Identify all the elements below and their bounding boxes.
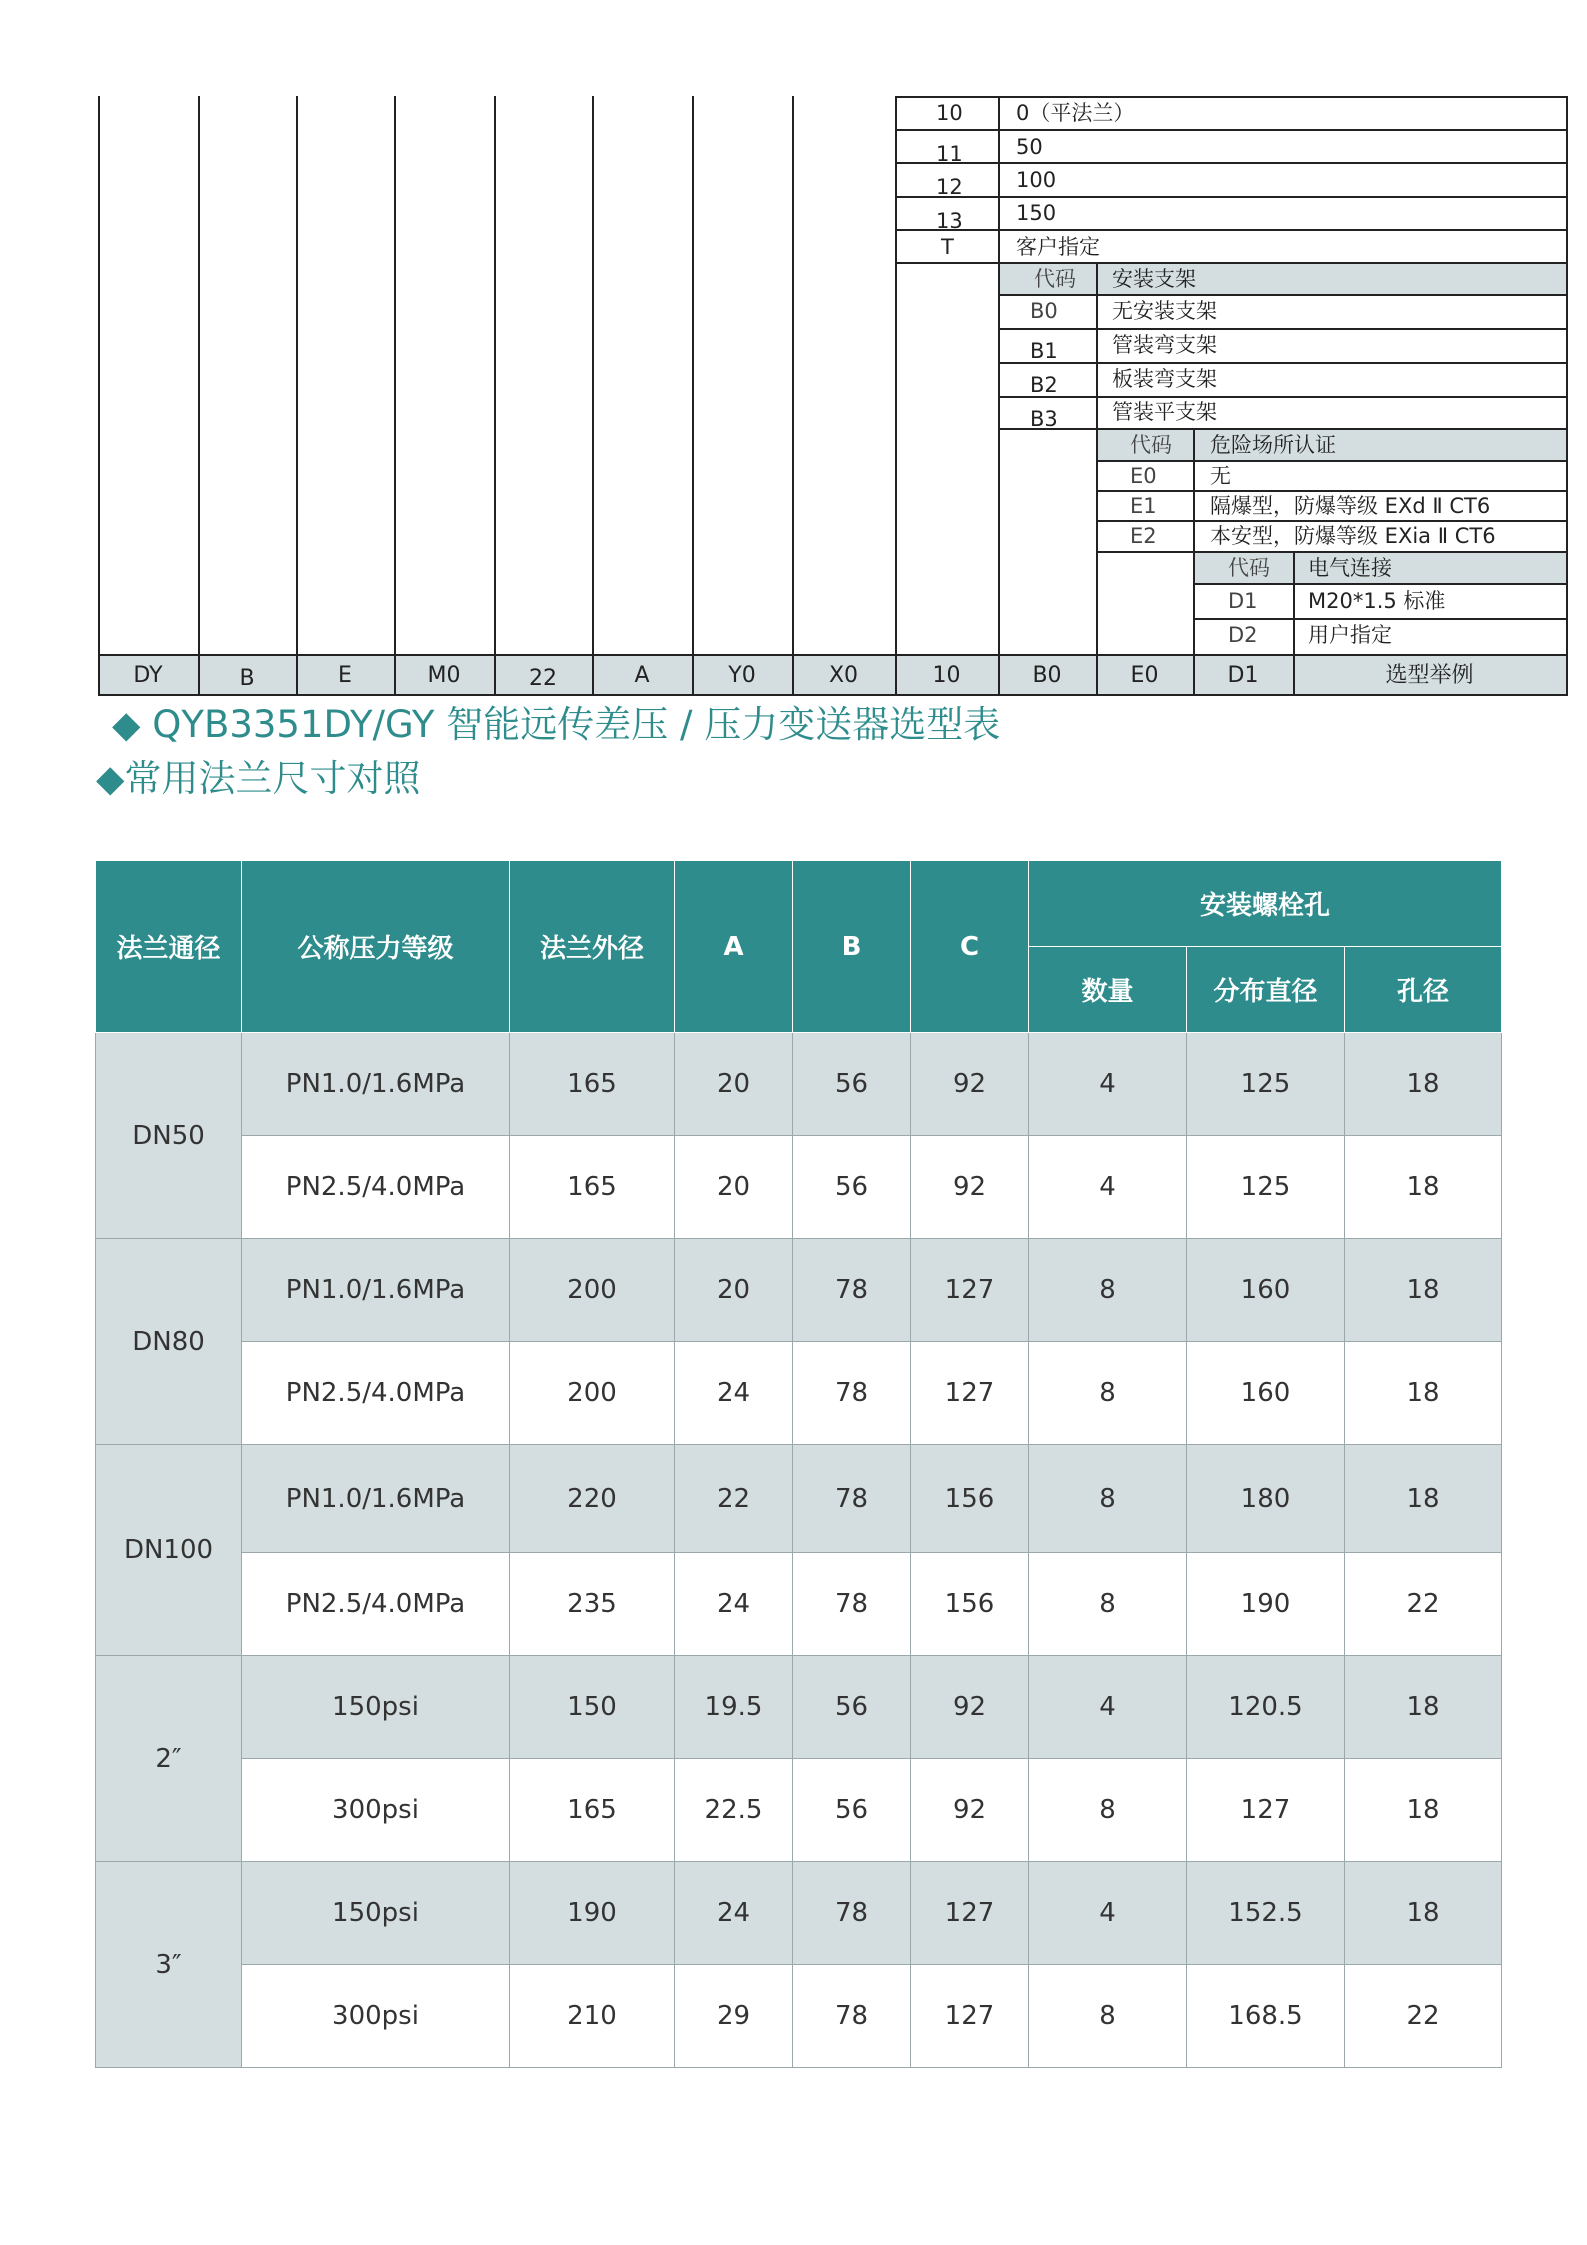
example-code: Y0 [728,663,756,688]
flange-code-label: 客户指定 [1016,235,1100,259]
cell-a: 22 [675,1445,793,1553]
example-code: A [634,663,650,688]
cell-quantity: 4 [1029,1136,1187,1239]
cell-pitch-diameter: 168.5 [1187,1965,1345,2068]
bracket-header-code: 代码 [1034,267,1076,291]
cell-pitch-diameter: 125 [1187,1033,1345,1136]
bracket-code: B3 [1030,407,1058,431]
cell-c: 92 [911,1033,1029,1136]
bracket-header-band [998,264,1568,294]
cell-a: 22.5 [675,1759,793,1862]
cell-pressure-rating: PN1.0/1.6MPa [242,1239,510,1342]
cell-c: 92 [911,1136,1029,1239]
cell-pressure-rating: 150psi [242,1656,510,1759]
cell-quantity: 4 [1029,1656,1187,1759]
bracket-code: B1 [1030,339,1058,363]
flange-code: 13 [936,209,963,233]
cell-a: 20 [675,1239,793,1342]
electrical-code: D1 [1228,589,1258,613]
bracket-label: 无安装支架 [1112,299,1217,323]
hazard-code: E1 [1130,494,1157,518]
cell-pressure-rating: PN1.0/1.6MPa [242,1445,510,1553]
cell-pitch-diameter: 120.5 [1187,1656,1345,1759]
cell-pitch-diameter: 160 [1187,1239,1345,1342]
cell-dn: DN50 [96,1033,242,1239]
table-row [96,1862,1502,1965]
cell-quantity: 8 [1029,1965,1187,2068]
cell-outer-diameter: 150 [510,1656,675,1759]
cell-a: 29 [675,1965,793,2068]
flange-table-title: ◆常用法兰尺寸对照 [96,757,421,800]
hazard-label: 无 [1210,464,1231,488]
cell-a: 20 [675,1136,793,1239]
cell-hole-diameter: 22 [1345,1965,1502,2068]
cell-c: 127 [911,1862,1029,1965]
cell-hole-diameter: 18 [1345,1136,1502,1239]
cell-pitch-diameter: 125 [1187,1136,1345,1239]
hazard-header-label: 危险场所认证 [1210,433,1336,457]
hazard-code: E2 [1130,524,1157,548]
table-row [96,1033,1502,1136]
header-outer-diameter: 法兰外径 [510,861,675,1033]
cell-pressure-rating: 300psi [242,1759,510,1862]
cell-quantity: 8 [1029,1759,1187,1862]
flange-dimension-table [95,860,1502,2068]
cell-b: 78 [793,1342,911,1445]
cell-outer-diameter: 220 [510,1445,675,1553]
cell-hole-diameter: 18 [1345,1033,1502,1136]
cell-hole-diameter: 22 [1345,1553,1502,1656]
cell-outer-diameter: 200 [510,1239,675,1342]
cell-dn: DN100 [96,1445,242,1656]
hazard-label: 本安型，防爆等级 EXia Ⅱ CT6 [1210,524,1496,548]
cell-outer-diameter: 210 [510,1965,675,2068]
cell-quantity: 4 [1029,1862,1187,1965]
cell-a: 24 [675,1553,793,1656]
table-row [96,1136,1502,1239]
cell-a: 19.5 [675,1656,793,1759]
cell-quantity: 4 [1029,1033,1187,1136]
selection-table-title: ◆ QYB3351DY/GY 智能远传差压 / 压力变送器选型表 [112,703,1001,746]
cell-pitch-diameter: 190 [1187,1553,1345,1656]
cell-a: 24 [675,1342,793,1445]
cell-dn: 3″ [96,1862,242,2068]
cell-pressure-rating: PN2.5/4.0MPa [242,1136,510,1239]
cell-pressure-rating: PN2.5/4.0MPa [242,1342,510,1445]
electrical-header-code: 代码 [1228,556,1270,580]
cell-c: 92 [911,1656,1029,1759]
hazard-label: 隔爆型，防爆等级 EXd Ⅱ CT6 [1210,494,1491,518]
cell-quantity: 8 [1029,1239,1187,1342]
cell-b: 78 [793,1445,911,1553]
hazard-code: E0 [1130,464,1157,488]
electrical-label: 用户指定 [1308,623,1392,647]
cell-c: 156 [911,1553,1029,1656]
electrical-code: D2 [1228,623,1258,647]
bracket-label: 管装平支架 [1112,400,1217,424]
cell-dn: DN80 [96,1239,242,1445]
example-code: X0 [828,663,859,688]
cell-outer-diameter: 165 [510,1033,675,1136]
header-bolt-holes: 安装螺栓孔 [1029,861,1502,947]
cell-outer-diameter: 165 [510,1136,675,1239]
header-c: C [911,861,1029,1033]
header-quantity: 数量 [1029,947,1187,1033]
cell-hole-diameter: 18 [1345,1862,1502,1965]
cell-outer-diameter: 190 [510,1862,675,1965]
cell-pitch-diameter: 180 [1187,1445,1345,1553]
bracket-label: 管装弯支架 [1112,333,1217,357]
cell-pressure-rating: PN2.5/4.0MPa [242,1553,510,1656]
cell-pressure-rating: 150psi [242,1862,510,1965]
cell-b: 56 [793,1033,911,1136]
bracket-code: B2 [1030,373,1058,397]
header-a: A [675,861,793,1033]
flange-code-label: 50 [1016,135,1043,159]
example-code: 22 [529,666,557,691]
hazard-header-code: 代码 [1130,433,1172,457]
cell-outer-diameter: 200 [510,1342,675,1445]
cell-pitch-diameter: 160 [1187,1342,1345,1445]
header-dn: 法兰通径 [96,861,242,1033]
header-pitch-diameter: 分布直径 [1187,947,1345,1033]
flange-code-label: 0（平法兰） [1016,101,1135,125]
flange-code-label: 100 [1016,168,1057,192]
cell-a: 24 [675,1862,793,1965]
header-b: B [793,861,911,1033]
cell-hole-diameter: 18 [1345,1759,1502,1862]
example-label: 选型举例 [1385,663,1474,688]
cell-hole-diameter: 18 [1345,1342,1502,1445]
example-code: M0 [427,663,461,688]
example-code: B0 [1032,663,1062,688]
table-row [96,1965,1502,2068]
cell-b: 78 [793,1239,911,1342]
cell-c: 156 [911,1445,1029,1553]
flange-code: 11 [936,142,963,166]
cell-c: 127 [911,1965,1029,2068]
cell-b: 56 [793,1656,911,1759]
cell-dn: 2″ [96,1656,242,1862]
cell-pressure-rating: 300psi [242,1965,510,2068]
cell-b: 78 [793,1553,911,1656]
cell-c: 127 [911,1342,1029,1445]
example-code: E0 [1130,663,1159,688]
table-row [96,1445,1502,1553]
electrical-header-label: 电气连接 [1308,556,1392,580]
cell-a: 20 [675,1033,793,1136]
cell-pitch-diameter: 152.5 [1187,1862,1345,1965]
example-code: B [239,666,255,691]
table-row [96,1759,1502,1862]
cell-b: 78 [793,1862,911,1965]
flange-code-label: 150 [1016,201,1057,225]
example-code: DY [133,663,163,688]
cell-hole-diameter: 18 [1345,1445,1502,1553]
cell-b: 56 [793,1759,911,1862]
table-row [96,1553,1502,1656]
cell-outer-diameter: 165 [510,1759,675,1862]
electrical-label: M20*1.5 标准 [1308,589,1446,613]
bracket-code: B0 [1030,299,1058,323]
selection-table [98,96,1568,699]
bracket-label: 板装弯支架 [1112,367,1217,391]
cell-pitch-diameter: 127 [1187,1759,1345,1862]
cell-pressure-rating: PN1.0/1.6MPa [242,1033,510,1136]
header-pressure-rating: 公称压力等级 [242,861,510,1033]
cell-c: 127 [911,1239,1029,1342]
cell-b: 56 [793,1136,911,1239]
cell-quantity: 8 [1029,1553,1187,1656]
example-code: D1 [1227,663,1259,688]
flange-code: 10 [936,101,963,125]
table-row [96,1656,1502,1759]
cell-quantity: 8 [1029,1342,1187,1445]
cell-outer-diameter: 235 [510,1553,675,1656]
example-code: E [338,663,352,688]
cell-b: 78 [793,1965,911,2068]
flange-code: T [941,235,954,259]
cell-c: 92 [911,1759,1029,1862]
table-row [96,1239,1502,1342]
example-code: 10 [932,663,961,688]
cell-hole-diameter: 18 [1345,1656,1502,1759]
bracket-header-label: 安装支架 [1112,267,1196,291]
cell-hole-diameter: 18 [1345,1239,1502,1342]
flange-code: 12 [936,175,963,199]
table-row [96,1342,1502,1445]
header-hole-diameter: 孔径 [1345,947,1502,1033]
cell-quantity: 8 [1029,1445,1187,1553]
